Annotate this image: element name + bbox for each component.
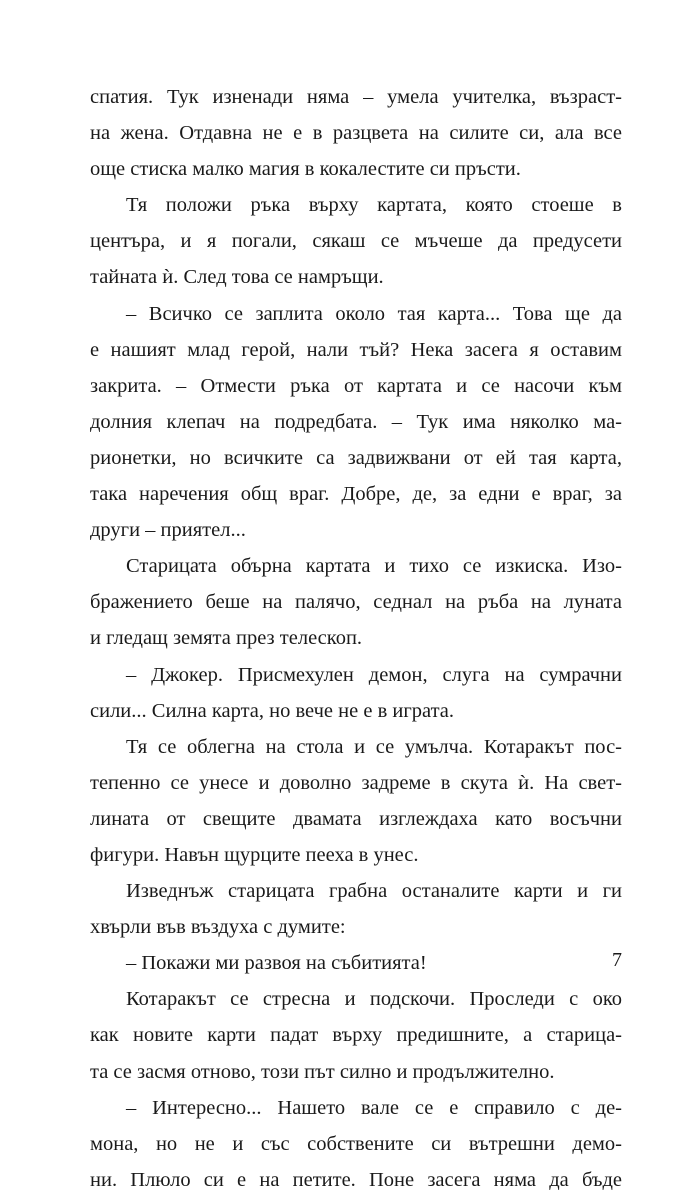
text-line: – Интересно... Нашето вале се е справило с де-: [126, 1096, 622, 1119]
text-line: мона, но не и със собствените си вътрешни демо-: [90, 1132, 622, 1155]
text-line: Старицата обърна картата и тихо се изкиска. Изо-: [126, 555, 622, 578]
text-line: Изведнъж старицата грабна останалите карти и ги: [126, 880, 622, 903]
text-line: сили... Силна карта, но вече не е в играта.: [90, 699, 455, 722]
text-line: спатия. Тук изненади няма – умела учителка, възраст-: [90, 86, 622, 108]
text-line: тайната ѝ. След това се намръщи.: [90, 266, 384, 289]
text-line: други – приятел...: [90, 519, 246, 542]
text-line: ни. Плюло си е на петите. Поне засега няма да бъде: [90, 1168, 622, 1191]
text-line: е нашият млад герой, нали тъй? Нека засега я оставим: [90, 338, 622, 361]
text-line: хвърли във въздуха с думите:: [90, 916, 346, 939]
text-line: лината от свещите двамата изглеждаха като восъчни: [90, 807, 622, 830]
text-line: долния клепач на подредбата. – Тук има няколко ма-: [90, 410, 622, 433]
text-line: – Джокер. Присмехулен демон, слуга на сумрачни: [126, 663, 622, 686]
text-line: на жена. Отдавна не е в разцвета на силите си, ала все: [90, 122, 622, 145]
text-line: Тя положи ръка върху картата, която стоеше в: [126, 194, 622, 217]
body-text: [90, 79, 622, 1198]
text-line: рионетки, но всичките са задвижвани от ей тая карта,: [90, 446, 622, 469]
text-line: как новите карти падат върху предишните, а старица-: [90, 1024, 622, 1047]
text-line: Котаракът се стресна и подскочи. Проследи с око: [126, 988, 622, 1011]
text-line: тепенно се унесе и доволно задреме в скута ѝ. На свет-: [90, 771, 622, 794]
text-line: – Всичко се заплита около тая карта... Това ще да: [126, 302, 622, 325]
text-line: Тя се облегна на стола и се умълча. Котаракът пос-: [126, 735, 622, 758]
text-line: закрита. – Отмести ръка от картата и се насочи към: [90, 374, 622, 397]
text-line: – Покажи ми развоя на събитията!: [126, 952, 427, 975]
text-line: още стиска малко магия в кокалестите си пръсти.: [90, 158, 521, 181]
text-line: така наречения общ враг. Добре, де, за едни е враг, за: [90, 483, 622, 506]
text-line: и гледащ земята през телескоп.: [90, 627, 363, 650]
text-line: центъра, и я погали, сякаш се мъчеше да предусети: [90, 230, 622, 253]
text-line: фигури. Навън щурците пееха в унес.: [90, 843, 419, 866]
page-number: 7: [612, 949, 622, 971]
text-line: та се засмя отново, този път силно и продължително.: [90, 1060, 555, 1083]
text-line: бражението беше на палячо, седнал на ръба на луната: [90, 591, 622, 614]
